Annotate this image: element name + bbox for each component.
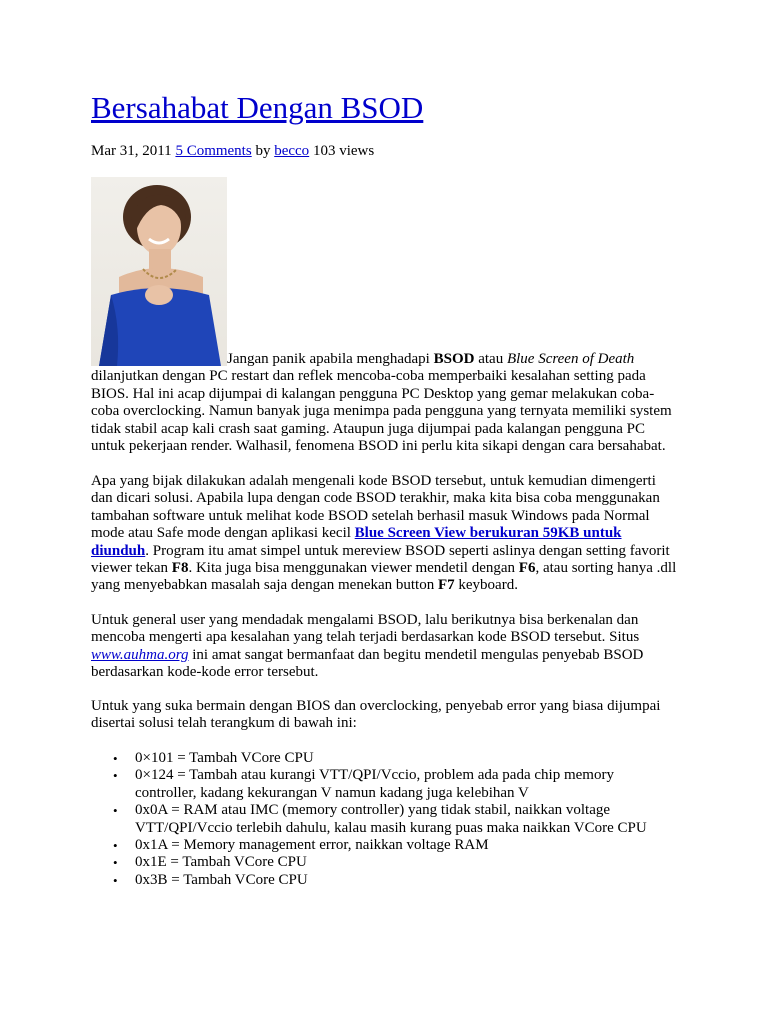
woman-portrait-image bbox=[91, 177, 227, 366]
para1-text-b: atau bbox=[474, 351, 507, 367]
post-meta bbox=[91, 142, 374, 160]
list-item bbox=[91, 837, 651, 854]
list-item bbox=[91, 767, 651, 802]
list-item bbox=[91, 750, 651, 767]
para3-text-b: ini amat sangat bermanfaat dan begitu mendetil mengulas penyebab BSOD berdasarkan kode-kode error tersebut. bbox=[91, 646, 644, 681]
comments-link[interactable]: 5 Comments bbox=[175, 143, 252, 159]
para1-text-a: Jangan panik apabila menghadapi bbox=[227, 351, 434, 367]
para2-text-a: Apa yang bijak dilakukan adalah mengenali kode BSOD tersebut, untuk kemudian dimengerti dan dicari solusi. Apabila lupa dengan code BSOD terakhir, maka kita bisa coba menggunakan tambahan software untuk melihat kode BSOD setelah berhasil masuk Windows pada Normal mode atau Safe mode dengan aplikasi kecil bbox=[91, 473, 660, 542]
bullet-icon: • bbox=[113, 751, 118, 766]
bullet-icon: • bbox=[113, 872, 118, 888]
list-item bbox=[91, 872, 651, 889]
paragraph-summary bbox=[91, 698, 681, 733]
para2-key-f8: F8 bbox=[171, 560, 189, 577]
para1-text-c: dilanjutkan dengan PC restart dan reflek mencoba-coba memperbaiki kesalahan setting pada BIOS. Hal ini acap dijumpai di kalangan pengguna PC Desktop yang gemar melakukan coba-coba overclocking. Namun banyak juga menimpa pada pengguna yang ternyata memiliki system tidak stabil acap kali crash saat gaming. Ataupun juga dijumpai pada kalangan pengguna PC untuk pekerjaan render. Walhasil, fenomena BSOD ini perlu kita sikapi dengan cara bersahabat. bbox=[91, 368, 672, 455]
para4-text: Untuk yang suka bermain dengan BIOS dan overclocking, penyebab error yang biasa dijumpai disertai solusi telah terangkum di bawah ini: bbox=[91, 698, 661, 732]
post-title[interactable]: Bersahabat Dengan BSOD bbox=[91, 90, 424, 125]
bullet-icon: • bbox=[113, 768, 118, 784]
author-link[interactable]: becco bbox=[274, 143, 310, 159]
list-item bbox=[91, 802, 651, 837]
para2-key-f6: F6 bbox=[518, 560, 536, 577]
para2-text-b: . Program itu amat simpel untuk mereview BSOD seperti aslinya dengan setting favorit viewer tekan bbox=[91, 542, 670, 577]
error-code-list bbox=[91, 750, 651, 889]
para2-text-d: , atau sorting hanya .dll yang menyebabkan masalah saja dengan menekan button bbox=[91, 560, 677, 594]
list-item-text: 0×101 = Tambah VCore CPU bbox=[135, 750, 314, 766]
list-item-text: 0x0A = RAM atau IMC (memory controller) yang tidak stabil, naikkan voltage VTT/QPI/Vccio terlebih dahulu, kalau masih kurang puas maka naikkan VCore CPU bbox=[135, 802, 647, 836]
list-item-text: 0x3B = Tambah VCore CPU bbox=[135, 871, 308, 888]
auhma-site-link[interactable]: www.auhma.org bbox=[91, 646, 189, 663]
para2-text-c: . Kita juga bisa menggunakan viewer mendetil dengan bbox=[188, 560, 519, 577]
para1-bold-bsod: BSOD bbox=[433, 351, 475, 367]
article-photo bbox=[91, 177, 227, 366]
list-item-text: 0×124 = Tambah atau kurangi VTT/QPI/Vccio, problem ada pada chip memory controller, kadang kekurangan V namun kadang juga kelebihan V bbox=[135, 767, 614, 801]
bullet-icon: • bbox=[113, 838, 118, 854]
list-item bbox=[91, 854, 651, 871]
list-item-text: 0x1E = Tambah VCore CPU bbox=[135, 854, 307, 871]
para1-italic-term: Blue Screen of Death bbox=[506, 351, 635, 367]
paragraph-bluescreenview bbox=[91, 473, 681, 595]
para3-text-a: Untuk general user yang mendadak mengalami BSOD, lalu berikutnya bisa berkenalan dan mencoba mengerti apa kesalahan yang telah terjadi berdasarkan kode BSOD tersebut. Situs bbox=[91, 612, 640, 646]
by-label: by bbox=[255, 143, 271, 159]
view-count: 103 views bbox=[312, 143, 375, 159]
bullet-icon: • bbox=[113, 855, 118, 871]
bluescreenview-download-link[interactable]: Blue Screen View berukuran 59KB untuk diunduh bbox=[91, 525, 622, 559]
paragraph-auhma bbox=[91, 612, 681, 682]
post-date: Mar 31, 2011 bbox=[91, 143, 172, 159]
list-item-text: 0x1A = Memory management error, naikkan voltage RAM bbox=[135, 837, 489, 854]
bullet-icon: • bbox=[113, 803, 118, 819]
para2-text-e: keyboard. bbox=[454, 577, 518, 594]
para2-key-f7: F7 bbox=[437, 577, 455, 594]
paragraph-intro bbox=[91, 351, 681, 455]
